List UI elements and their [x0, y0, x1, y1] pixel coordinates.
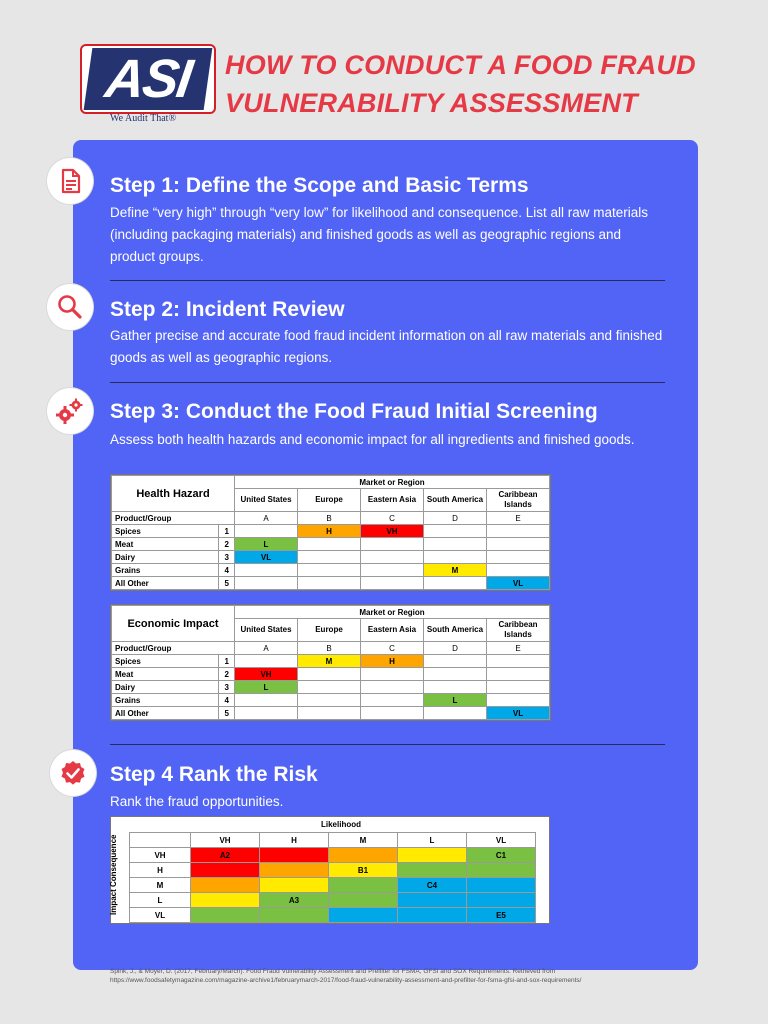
matrix-cell [298, 707, 361, 720]
risk-cell: A2 [191, 848, 260, 863]
product-name: Dairy [112, 681, 219, 694]
matrix-cell [298, 577, 361, 590]
consequence-level: H [130, 863, 191, 878]
risk-header-row [130, 833, 536, 848]
product-number: 4 [219, 564, 235, 577]
risk-cell [398, 908, 467, 923]
matrix-cell [235, 707, 298, 720]
matrix-cell: VL [487, 577, 550, 590]
matrix-cell [361, 538, 424, 551]
risk-cell [398, 848, 467, 863]
asi-logo [80, 44, 214, 124]
region-letter: D [424, 512, 487, 525]
matrix-cell: M [424, 564, 487, 577]
likelihood-level: L [398, 833, 467, 848]
matrix-cell [487, 694, 550, 707]
matrix-cell [361, 668, 424, 681]
risk-cell: C4 [398, 878, 467, 893]
matrix-cell: VH [235, 668, 298, 681]
region-letter: E [487, 512, 550, 525]
matrix-cell [361, 681, 424, 694]
region-name: Europe [298, 489, 361, 512]
risk-table [129, 832, 536, 923]
matrix-cell [424, 551, 487, 564]
step-3-title: Step 3: Conduct the Food Fraud Initial Screening [110, 400, 598, 423]
matrix-cell [361, 564, 424, 577]
risk-cell [467, 893, 536, 908]
risk-cell: E5 [467, 908, 536, 923]
health-hazard-table [111, 475, 550, 590]
risk-row [130, 848, 536, 863]
economic-impact-matrix [110, 604, 551, 721]
risk-cell [329, 908, 398, 923]
region-letter: E [487, 642, 550, 655]
risk-cell [260, 848, 329, 863]
likelihood-level: VL [467, 833, 536, 848]
matrix-cell [235, 577, 298, 590]
step-divider [110, 280, 665, 281]
region-name: United States [235, 619, 298, 642]
matrix-row [112, 564, 550, 577]
logo-letters: ASI [84, 48, 213, 110]
product-name: Spices [112, 525, 219, 538]
matrix-row [112, 694, 550, 707]
matrix-cell: VL [487, 707, 550, 720]
matrix-row [112, 525, 550, 538]
matrix-cell [361, 577, 424, 590]
region-name: Eastern Asia [361, 619, 424, 642]
matrix-row [112, 681, 550, 694]
matrix-cell: L [235, 538, 298, 551]
matrix-cell [298, 538, 361, 551]
matrix-cell [424, 707, 487, 720]
matrix-cell [298, 668, 361, 681]
matrix-title: Economic Impact [112, 606, 235, 642]
matrix-cell [424, 577, 487, 590]
likelihood-level: VH [191, 833, 260, 848]
risk-cell [398, 863, 467, 878]
step-2-description: Gather precise and accurate food fraud incident information on all raw materials and finished goods as well as geographic regions. [110, 328, 663, 365]
matrix-row [112, 655, 550, 668]
matrix-cell [487, 538, 550, 551]
risk-cell: B1 [329, 863, 398, 878]
step-divider [110, 382, 665, 383]
checkmark-badge-icon [50, 750, 96, 796]
region-letter: C [361, 642, 424, 655]
step-divider [110, 744, 665, 745]
region-letter: D [424, 642, 487, 655]
matrix-cell [424, 538, 487, 551]
consequence-level: M [130, 878, 191, 893]
product-number: 3 [219, 681, 235, 694]
title-line-1: HOW TO CONDUCT A FOOD FRAUD [225, 50, 696, 80]
matrix-cell [298, 564, 361, 577]
product-number: 2 [219, 538, 235, 551]
market-region-header: Market or Region [235, 606, 550, 619]
product-group-label: Product/Group [112, 642, 235, 655]
risk-ranking-matrix [110, 816, 550, 924]
region-name: South America [424, 619, 487, 642]
risk-cell [260, 863, 329, 878]
magnifier-icon [47, 284, 93, 330]
product-number: 2 [219, 668, 235, 681]
step-3-description: Assess both health hazards and economic impact for all ingredients and finished goods. [110, 432, 635, 447]
matrix-cell [424, 681, 487, 694]
impact-consequence-axis-label: Impact Consequence [109, 834, 118, 916]
step-2-title: Step 2: Incident Review [110, 298, 345, 321]
risk-cell [260, 878, 329, 893]
likelihood-level: H [260, 833, 329, 848]
risk-cell: A3 [260, 893, 329, 908]
product-number: 3 [219, 551, 235, 564]
health-hazard-matrix [110, 474, 551, 591]
risk-cell [329, 848, 398, 863]
risk-cell [329, 878, 398, 893]
page-title [225, 46, 725, 122]
step-1-description: Define “very high” through “very low” for likelihood and consequence. List all raw materials (including packaging materials) and finished goods as well as geographic regions and product groups. [110, 205, 649, 264]
product-group-label: Product/Group [112, 512, 235, 525]
matrix-cell [298, 681, 361, 694]
region-letters-row [112, 512, 550, 525]
risk-row [130, 908, 536, 923]
matrix-row [112, 577, 550, 590]
matrix-cell [361, 551, 424, 564]
risk-cell [467, 863, 536, 878]
matrix-cell [235, 564, 298, 577]
risk-cell [191, 893, 260, 908]
matrix-cell [424, 655, 487, 668]
product-number: 1 [219, 655, 235, 668]
matrix-header-row [112, 606, 550, 619]
citation: Spink, J., & Moyer, D. (2017, February/March). Food Fraud Vulnerability Assessment and Prefilter for FSMA, GFSI and SOX Requirements. Retrieved from https://www.foodsafetymagazine.com/magazine-archive1/februarymarch-2017/food-fraud-vulnerability-assessment-and-prefilter-for-fsma-gfsi-and-sox-requirements/ [110, 968, 582, 984]
product-name: Grains [112, 694, 219, 707]
risk-cell: C1 [467, 848, 536, 863]
consequence-level: VH [130, 848, 191, 863]
risk-cell [191, 863, 260, 878]
matrix-cell [235, 694, 298, 707]
region-letters-row [112, 642, 550, 655]
product-name: All Other [112, 707, 219, 720]
logo-tagline: We Audit That® [110, 113, 177, 124]
document-icon [47, 158, 93, 204]
gears-icon [47, 388, 93, 434]
matrix-title: Health Hazard [112, 476, 235, 512]
region-name: Caribbean Islands [487, 489, 550, 512]
matrix-row [112, 551, 550, 564]
region-name: Europe [298, 619, 361, 642]
region-letter: A [235, 642, 298, 655]
matrix-cell: VL [235, 551, 298, 564]
title-line-2: VULNERABILITY ASSESSMENT [225, 88, 638, 118]
product-name: Meat [112, 668, 219, 681]
risk-cell [260, 908, 329, 923]
risk-row [130, 863, 536, 878]
matrix-cell: H [298, 525, 361, 538]
matrix-cell [424, 668, 487, 681]
product-name: Meat [112, 538, 219, 551]
economic-impact-table [111, 605, 550, 720]
matrix-cell [487, 681, 550, 694]
region-letter: B [298, 512, 361, 525]
product-number: 1 [219, 525, 235, 538]
region-name: Eastern Asia [361, 489, 424, 512]
region-name: Caribbean Islands [487, 619, 550, 642]
risk-cell [329, 893, 398, 908]
product-number: 5 [219, 707, 235, 720]
matrix-row [112, 668, 550, 681]
matrix-cell [487, 655, 550, 668]
matrix-cell [361, 694, 424, 707]
step-4-title: Step 4 Rank the Risk [110, 763, 318, 786]
matrix-cell [487, 668, 550, 681]
region-letter: A [235, 512, 298, 525]
matrix-cell: L [424, 694, 487, 707]
matrix-cell: L [235, 681, 298, 694]
matrix-cell [235, 655, 298, 668]
region-letter: C [361, 512, 424, 525]
risk-cell [398, 893, 467, 908]
matrix-cell: H [361, 655, 424, 668]
likelihood-axis-label: Likelihood [321, 820, 361, 829]
risk-cell [191, 908, 260, 923]
product-name: Grains [112, 564, 219, 577]
matrix-cell [361, 707, 424, 720]
market-region-header: Market or Region [235, 476, 550, 489]
matrix-header-row [112, 476, 550, 489]
product-number: 4 [219, 694, 235, 707]
matrix-row [112, 707, 550, 720]
matrix-cell [235, 525, 298, 538]
step-4-description: Rank the fraud opportunities. [110, 794, 284, 809]
matrix-cell [487, 525, 550, 538]
matrix-cell [487, 551, 550, 564]
risk-corner-cell [130, 833, 191, 848]
product-name: Dairy [112, 551, 219, 564]
product-name: All Other [112, 577, 219, 590]
consequence-level: L [130, 893, 191, 908]
logo-box [80, 44, 216, 114]
matrix-row [112, 538, 550, 551]
product-number: 5 [219, 577, 235, 590]
step-1-title: Step 1: Define the Scope and Basic Terms [110, 174, 529, 197]
product-name: Spices [112, 655, 219, 668]
risk-cell [191, 878, 260, 893]
matrix-cell [487, 564, 550, 577]
region-name: United States [235, 489, 298, 512]
risk-cell [467, 878, 536, 893]
matrix-cell [298, 551, 361, 564]
matrix-cell: VH [361, 525, 424, 538]
matrix-cell: M [298, 655, 361, 668]
matrix-cell [298, 694, 361, 707]
matrix-cell [424, 525, 487, 538]
region-letter: B [298, 642, 361, 655]
consequence-level: VL [130, 908, 191, 923]
likelihood-level: M [329, 833, 398, 848]
region-name: South America [424, 489, 487, 512]
risk-row [130, 878, 536, 893]
risk-row [130, 893, 536, 908]
